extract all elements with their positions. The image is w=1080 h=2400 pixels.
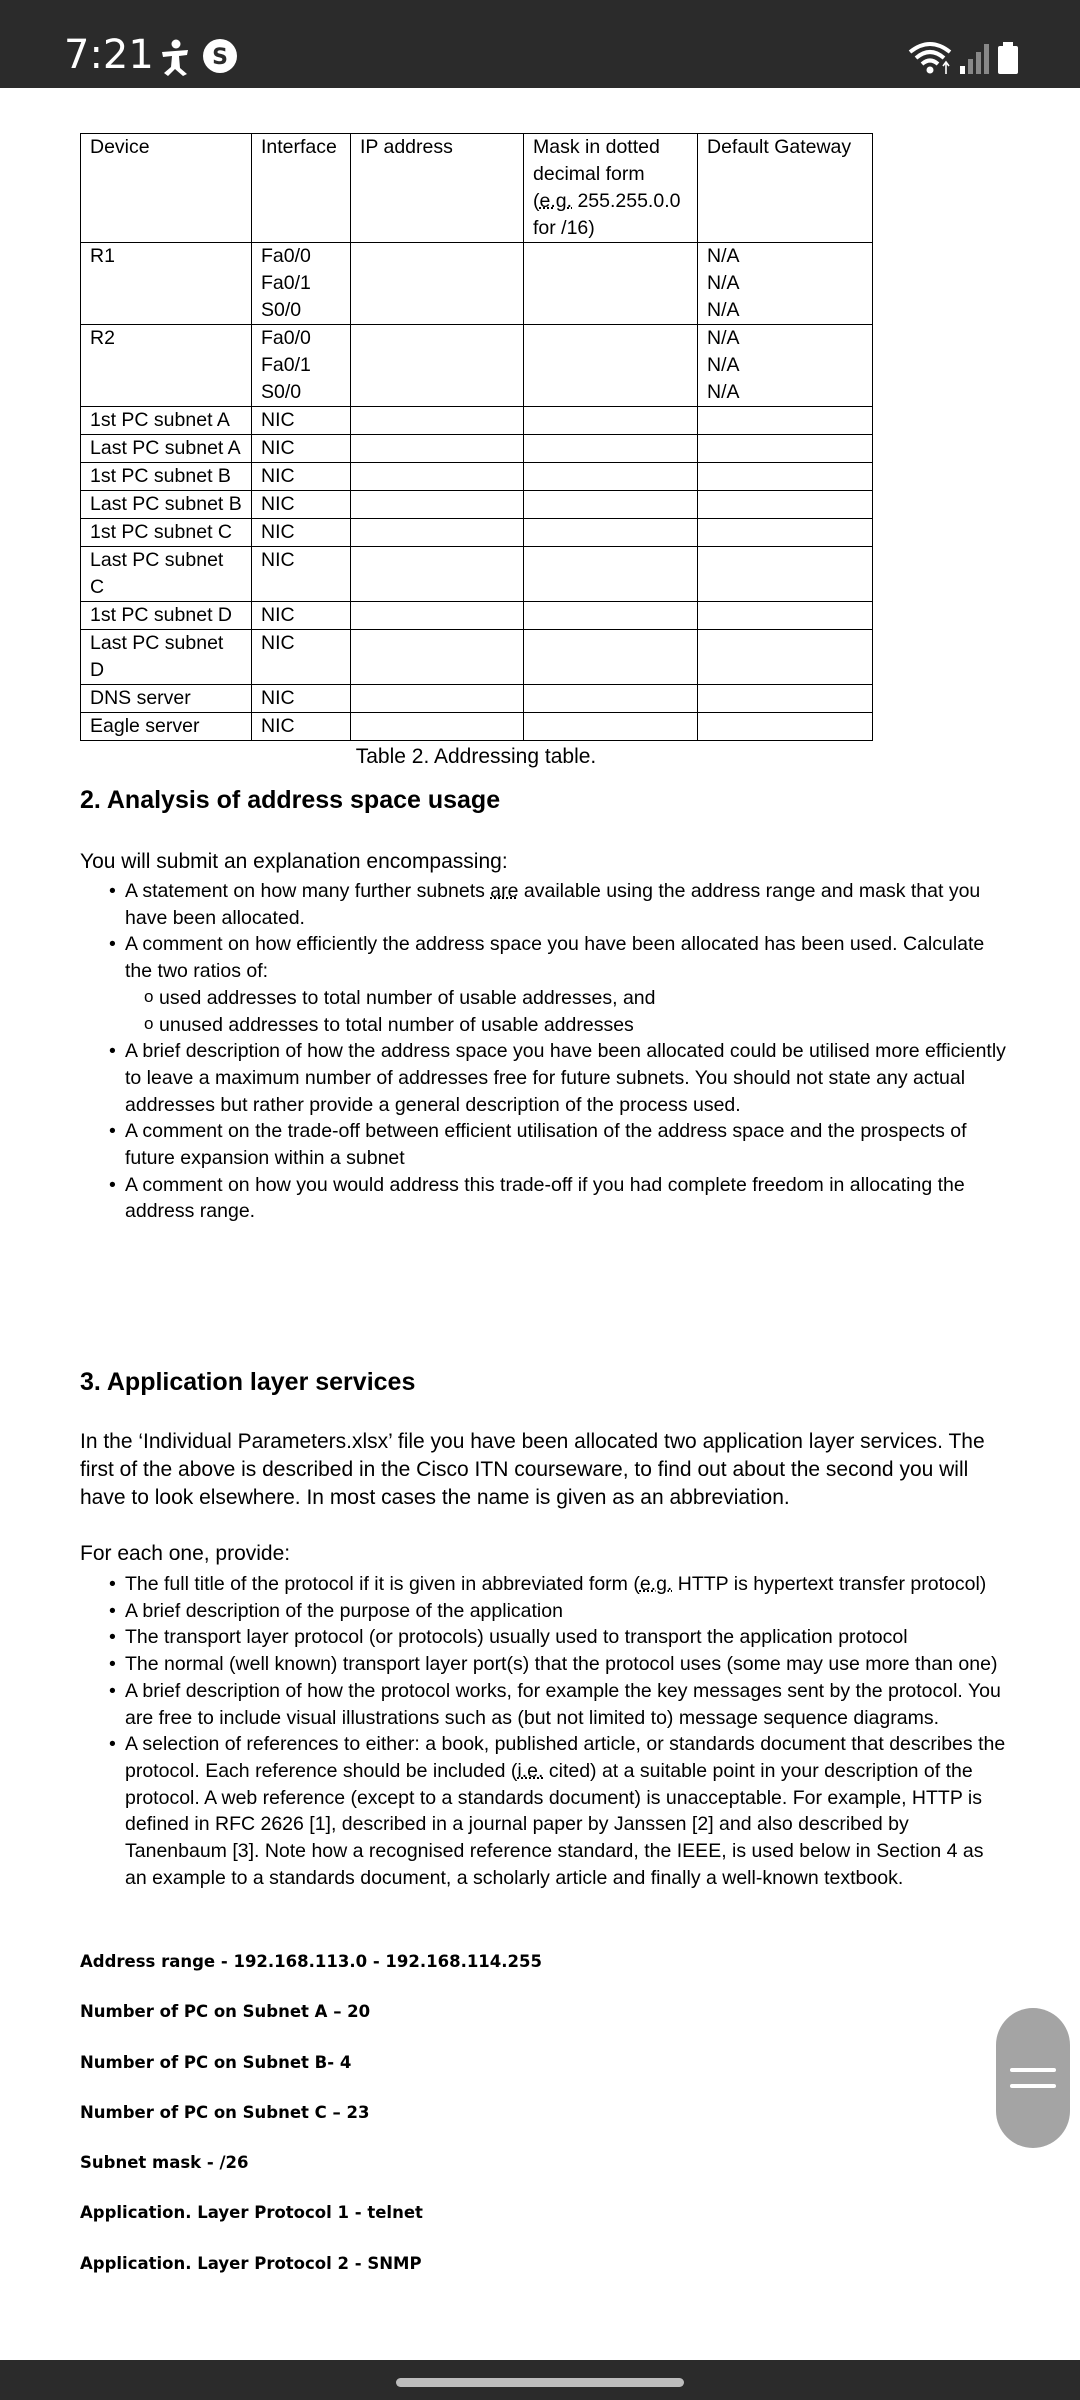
- table-header-row: [81, 134, 873, 243]
- header-default-gateway: Default Gateway: [698, 134, 873, 243]
- table-row: [81, 630, 873, 685]
- device-cell: Eagle server: [81, 713, 252, 741]
- ip-cell: [351, 325, 524, 407]
- scroll-handle[interactable]: [996, 2008, 1070, 2148]
- interface-cell: NIC: [252, 602, 351, 630]
- table-row: [81, 463, 873, 491]
- table-row: [81, 491, 873, 519]
- gateway-cell: N/A N/A N/A: [698, 325, 873, 407]
- list-item: • A selection of references to either: a book, published article, or standards document that describes the protocol. Each reference should be included (i.e. cited) at a suitable point in your description of the protocol. A web reference (except to a standards document) is unacceptable. For example, HTTP is defined in RFC 2626 [1], described in a journal paper by Janssen [2] and also described by Tanenbaum [3]. Note how a recognised reference standard, the IEEE, is used below in Section 4 as an example to a standards document, a scholarly article and finally a well-known textbook.: [80, 1731, 1010, 1891]
- document-page[interactable]: [80, 133, 1010, 769]
- device-cell: Last PC subnet D: [81, 630, 252, 685]
- home-gesture-bar[interactable]: [396, 2378, 684, 2387]
- device-cell: DNS server: [81, 685, 252, 713]
- device-cell: Last PC subnet A: [81, 435, 252, 463]
- device-cell: 1st PC subnet A: [81, 407, 252, 435]
- list-item: • The full title of the protocol if it is given in abbreviated form (e.g. HTTP is hypertext transfer protocol): [80, 1571, 1010, 1598]
- device-cell: Last PC subnet C: [81, 547, 252, 602]
- table-caption: Table 2. Addressing table.: [355, 745, 597, 768]
- table-row: [81, 243, 873, 325]
- battery-icon: [996, 40, 1020, 76]
- section-2-list: [80, 878, 1010, 1225]
- table-row: [81, 602, 873, 630]
- parameters-list: [80, 1952, 542, 2304]
- interface-cell: NIC: [252, 463, 351, 491]
- table-row: [81, 407, 873, 435]
- device-cell: 1st PC subnet B: [81, 463, 252, 491]
- interface-cell: NIC: [252, 519, 351, 547]
- navigation-bar: [0, 2360, 1080, 2400]
- grip-line: [1010, 2068, 1056, 2072]
- interface-cell: NIC: [252, 407, 351, 435]
- header-mask: Mask in dotted decimal form (e.g. 255.255.0.0 for /16): [524, 134, 698, 243]
- ip-cell: [351, 243, 524, 325]
- svg-text:S: S: [212, 45, 228, 70]
- param-protocol-2: Application. Layer Protocol 2 - SNMP: [80, 2253, 422, 2273]
- list-item: • A brief description of the purpose of the application: [80, 1598, 1010, 1625]
- header-ip-address: IP address: [351, 134, 524, 243]
- param-subnet-a: Number of PC on Subnet A – 20: [80, 2002, 371, 2022]
- status-time: 7:21: [64, 32, 154, 78]
- device-cell: 1st PC subnet D: [81, 602, 252, 630]
- list-item: • A comment on the trade-off between efficient utilisation of the address space and the prospects of future expansion within a subnet: [80, 1118, 1010, 1171]
- header-device: Device: [81, 134, 252, 243]
- device-cell: 1st PC subnet C: [81, 519, 252, 547]
- mask-cell: [524, 325, 698, 407]
- interface-cell: NIC: [252, 685, 351, 713]
- list-item: • The transport layer protocol (or protocols) usually used to transport the application protocol: [80, 1624, 1010, 1651]
- param-subnet-b: Number of PC on Subnet B- 4: [80, 2052, 352, 2072]
- status-bar: [0, 0, 1080, 88]
- interface-cell: NIC: [252, 547, 351, 602]
- table-row: [81, 325, 873, 407]
- addressing-table: [80, 133, 873, 741]
- grip-line: [1010, 2084, 1056, 2088]
- list-item: • A comment on how efficiently the address space you have been allocated has been used. Calculate the two ratios of: o used addresses to total number of usable addresses, and o unused addresses to total number of usable addresses: [80, 931, 1010, 1038]
- section-3-intro: In the ‘Individual Parameters.xlsx’ file you have been allocated two application layer services. The first of the above is described in the Cisco ITN courseware, to find out about the second you will have to look elsewhere. In most cases the name is given as an abbreviation.: [80, 1430, 985, 1509]
- interface-cell: NIC: [252, 435, 351, 463]
- interface-cell: NIC: [252, 491, 351, 519]
- table-row: [81, 713, 873, 741]
- wifi-icon: [907, 40, 953, 76]
- param-address-range: Address range - 192.168.113.0 - 192.168.114.255: [80, 1952, 542, 1971]
- param-subnet-mask: Subnet mask - /26: [80, 2153, 249, 2173]
- param-subnet-c: Number of PC on Subnet C – 23: [80, 2102, 370, 2122]
- section-3-list: [80, 1571, 1010, 1891]
- interface-cell: Fa0/0 Fa0/1 S0/0: [252, 243, 351, 325]
- list-item: • A statement on how many further subnets are available using the address range and mask that you have been allocated.: [80, 878, 1010, 931]
- gateway-cell: N/A N/A N/A: [698, 243, 873, 325]
- table-row: [81, 519, 873, 547]
- device-cell: R2: [81, 325, 252, 407]
- header-interface: Interface: [252, 134, 351, 243]
- section-3-for-each: For each one, provide:: [80, 1542, 291, 1565]
- table-row: [81, 435, 873, 463]
- section-3-heading: 3. Application layer services: [80, 1368, 416, 1396]
- list-item: • A brief description of how the protocol works, for example the key messages sent by the protocol. You are free to include visual illustrations such as (but not limited to) message sequence diagrams.: [80, 1678, 1010, 1731]
- table-row: [81, 685, 873, 713]
- sub-list-item: o unused addresses to total number of usable addresses: [125, 1012, 1010, 1039]
- s-app-icon: [200, 36, 240, 76]
- interface-cell: NIC: [252, 713, 351, 741]
- accessibility-icon: [154, 38, 194, 78]
- mask-cell: [524, 243, 698, 325]
- list-item: • The normal (well known) transport layer port(s) that the protocol uses (some may use more than one): [80, 1651, 1010, 1678]
- section-2-intro: You will submit an explanation encompassing:: [80, 850, 508, 873]
- sub-list-item: o used addresses to total number of usable addresses, and: [125, 985, 1010, 1012]
- list-item: • A comment on how you would address this trade-off if you had complete freedom in allocating the address range.: [80, 1172, 1010, 1225]
- device-cell: R1: [81, 243, 252, 325]
- table-row: [81, 547, 873, 602]
- interface-cell: NIC: [252, 630, 351, 685]
- status-icons: [907, 40, 1020, 76]
- ratio-sublist: [125, 985, 1010, 1038]
- device-cell: Last PC subnet B: [81, 491, 252, 519]
- section-2-heading: 2. Analysis of address space usage: [80, 786, 501, 814]
- interface-cell: Fa0/0 Fa0/1 S0/0: [252, 325, 351, 407]
- list-item: • A brief description of how the address space you have been allocated could be utilised more efficiently to leave a maximum number of addresses free for future subnets. You should not state any actual addresses but rather provide a general description of the process used.: [80, 1038, 1010, 1118]
- signal-icon: [958, 40, 992, 76]
- param-protocol-1: Application. Layer Protocol 1 - telnet: [80, 2203, 423, 2223]
